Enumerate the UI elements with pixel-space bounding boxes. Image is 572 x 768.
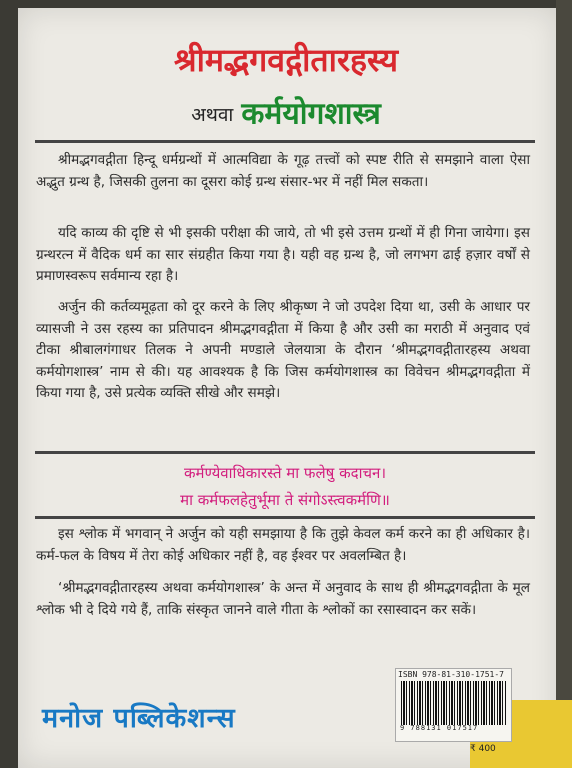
isbn-text: ISBN 978-81-310-1751-7 <box>398 670 504 679</box>
price-label: ₹ 400 <box>470 744 496 754</box>
book-subtitle-line <box>0 92 572 137</box>
shloka-line-2: मा कर्मफलहेतुर्भूमा ते संगोऽस्त्वकर्मणि॥ <box>180 491 390 509</box>
paragraph-5: ‘श्रीमद्भगवद्गीतारहस्य अथवा कर्मयोगशास्त्र’ के अन्त में अनुवाद के साथ ही श्रीमद्भगवद्गीता के मूल श्लोक भी दे दिये गये हैं, ताकि संस्कृत जानने वाले गीता के श्लोकों का रसास्वादन कर सकें। <box>36 580 530 618</box>
shloka-line-1: कर्मण्येवाधिकारस्ते मा फलेषु कदाचन। <box>183 464 387 482</box>
book-subtitle: कर्मयोगशास्त्र <box>241 96 381 132</box>
paragraph-4: इस श्लोक में भगवान् ने अर्जुन को यही समझाया है कि तुझे केवल कर्म करने का ही अधिकार है। कर्म-फल के विषय में तेरा कोई अधिकार नहीं है, वह ईश्वर पर अवलम्बित है। <box>36 526 530 564</box>
shloka-bottom-divider <box>35 516 535 519</box>
publisher-name: मनोज पब्लिकेशन्स <box>42 703 236 734</box>
paragraph-2: यदि काव्य की दृष्टि से भी इसकी परीक्षा की जाये, तो भी इसे उत्तम ग्रन्थों में ही गिना जायेगा। इस ग्रन्थरत्न में वैदिक धर्म का सार संग्रहीत किया गया है। यही वह ग्रन्थ है, जो लगभग ढाई हज़ार वर्षों से प्रमाणस्वरूप सर्वमान्य रहा है। <box>36 225 530 284</box>
paragraph-3: अर्जुन की कर्तव्यमूढ़ता को दूर करने के लिए श्रीकृष्ण ने जो उपदेश दिया था, उसी के आधार पर व्यासजी ने उस रहस्य का प्रतिपादन श्रीमद्भगवद्गीता में किया है और उसी का मराठी में अनुवाद एवं टीका श्रीबालगंगाधर तिलक ने अपनी मण्डाले जेलयात्रा के दौरान ‘श्रीमद्भगवद्गीतारहस्य अथवा कर्मयोगशास्त्र’ नाम से की। यह आवश्यक है कि जिस कर्मयोगशास्त्र का विवेचन श्रीमद्भगवद्गीता में किया गया है, उसे प्रत्येक व्यक्ति सीखे और समझे। <box>36 299 530 401</box>
book-title: श्रीमद्भगवद्गीतारहस्य <box>173 41 399 79</box>
or-word: अथवा <box>191 103 234 126</box>
top-divider <box>35 140 535 143</box>
isbn-barcode-label <box>395 668 512 742</box>
shloka-top-divider <box>35 451 535 454</box>
paragraph-1: श्रीमद्भगवद्गीता हिन्दू धर्मग्रन्थों में आत्मविद्या के गूढ़ तत्त्वों को स्पष्ट रीति से समझाने वाला ऐसा अद्भुत ग्रन्थ है, जिसकी तुलना का दूसरा कोई ग्रन्थ संसार-भर में नहीं मिल सकता। <box>36 152 530 190</box>
barcode-number: 9 788131 017517 <box>400 724 479 732</box>
barcode-icon <box>401 681 506 725</box>
